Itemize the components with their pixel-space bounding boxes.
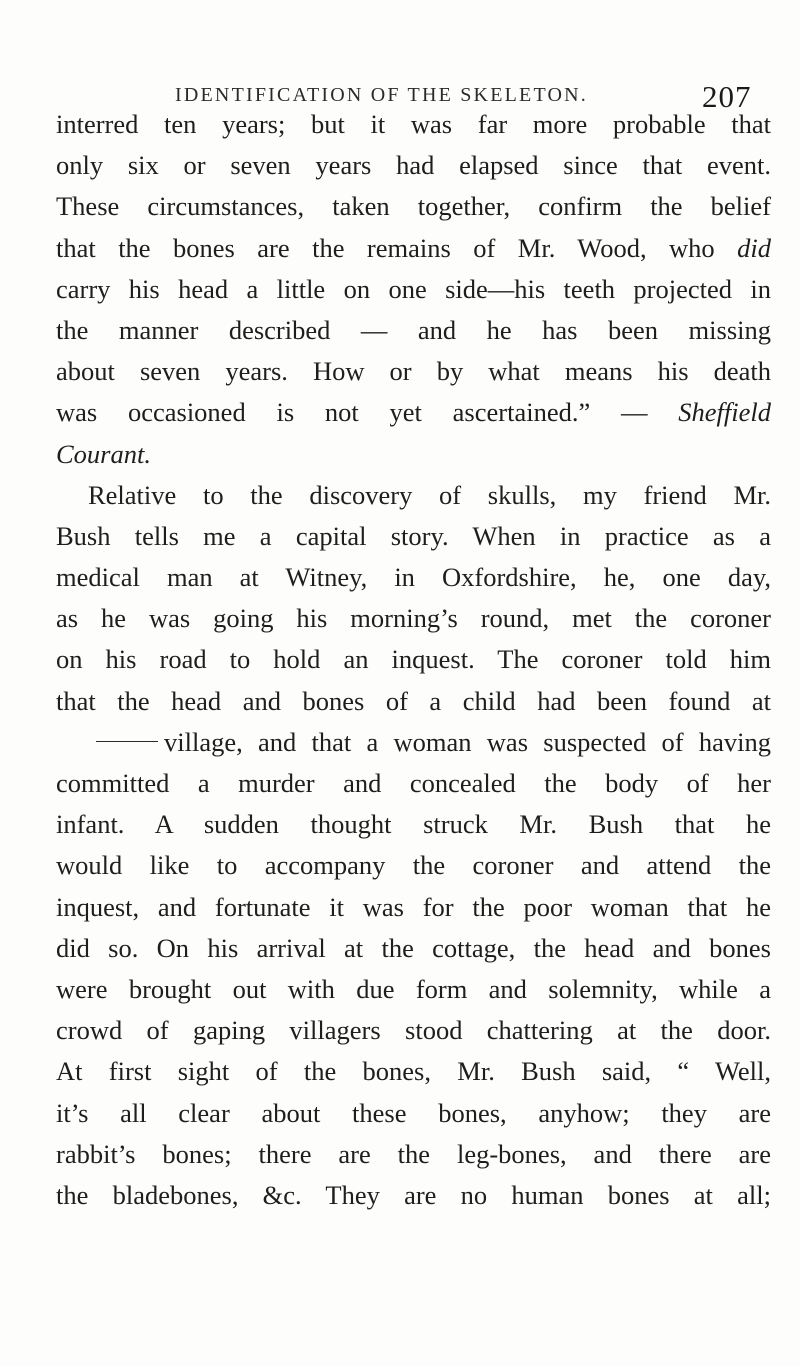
text-line: carry his head a little on one side—his teeth projected in xyxy=(56,273,771,304)
text-line: infant. A sudden thought struck Mr. Bush that he xyxy=(56,809,771,840)
running-head: IDENTIFICATION OF THE SKELETON. xyxy=(175,84,588,106)
text-line: crowd of gaping villagers stood chattering at the door. xyxy=(56,1015,771,1046)
text-line: as he was going his morning’s round, met the coroner xyxy=(56,603,771,634)
text-line: did so. On his arrival at the cottage, the head and bones xyxy=(56,932,771,963)
text-line: medical man at Witney, in Oxfordshire, he, one day, xyxy=(56,562,771,593)
text-line: Bush tells me a capital story. When in practice as a xyxy=(56,520,771,551)
text-line: the manner described — and he has been missing xyxy=(56,314,771,345)
text-line: on his road to hold an inquest. The coroner told him xyxy=(56,644,771,675)
text-span: village, and that a woman was suspected of having xyxy=(164,726,771,757)
text-line xyxy=(56,434,771,475)
text-line xyxy=(56,722,771,763)
text-line: were brought out with due form and solemnity, while a xyxy=(56,973,771,1004)
text-line: only six or seven years had elapsed since that event. xyxy=(56,150,771,181)
emphasis-word: did xyxy=(737,232,771,263)
omission-dash xyxy=(96,741,158,742)
text-line: rabbit’s bones; there are the leg-bones, and there are xyxy=(56,1138,771,1169)
text-line: committed a murder and concealed the body of her xyxy=(56,768,771,798)
text-line: would like to accompany the coroner and attend the xyxy=(56,850,771,881)
attribution-source: Courant. xyxy=(56,438,151,469)
text-line: interred ten years; but it was far more probable that xyxy=(56,109,771,139)
text-line: it’s all clear about these bones, anyhow; they are xyxy=(56,1097,771,1128)
text-line: the bladebones, &c. They are no human bones at all; xyxy=(56,1179,771,1210)
text-span: that the bones are the remains of Mr. Wood, who xyxy=(56,232,715,263)
attribution-source: Sheffield xyxy=(678,397,771,428)
text-span: was occasioned is not yet ascertained.” — xyxy=(56,397,648,428)
text-line: These circumstances, taken together, confirm the belief xyxy=(56,191,771,222)
text-line: Relative to the discovery of skulls, my friend Mr. xyxy=(88,479,771,510)
text-line: inquest, and fortunate it was for the poor woman that he xyxy=(56,891,771,922)
text-line: about seven years. How or by what means his death xyxy=(56,356,771,387)
text-line xyxy=(56,228,771,269)
page-number: 207 xyxy=(702,79,752,114)
body-text xyxy=(56,104,771,1216)
text-line xyxy=(56,392,771,433)
text-line: At first sight of the bones, Mr. Bush said, “ Well, xyxy=(56,1056,771,1087)
text-line: that the head and bones of a child had been found at xyxy=(56,685,771,716)
